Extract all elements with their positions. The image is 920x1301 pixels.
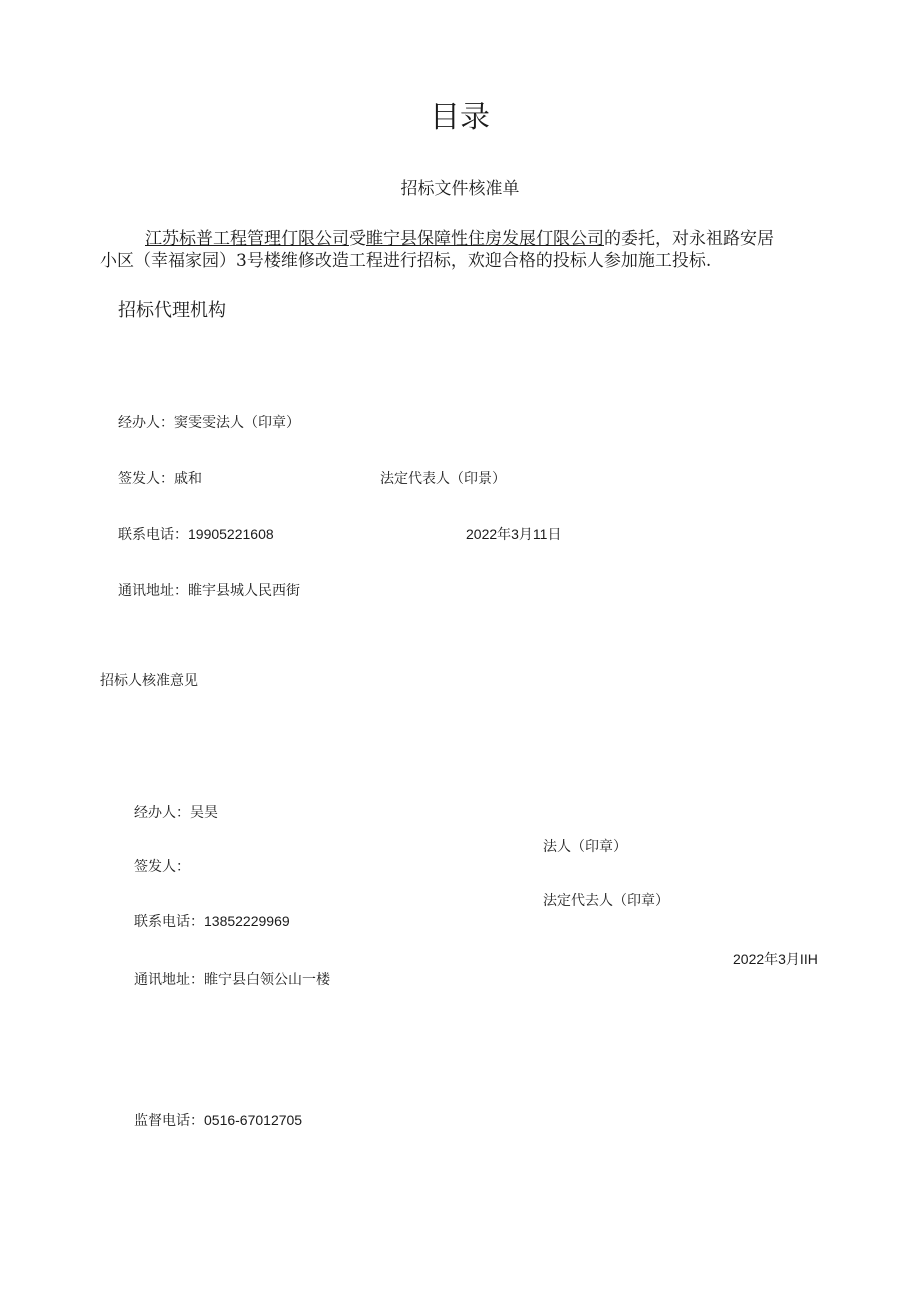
intro-line-1-rest: 的委托，对永祖路安居 bbox=[604, 229, 774, 249]
tenderer-legal-rep: 法定代去人（印章） bbox=[543, 893, 669, 909]
agency-heading: 招标代理机构 bbox=[118, 300, 226, 321]
agency-issuer: 签发人：戚和 bbox=[118, 471, 202, 487]
agency-date: 2022年3月11日 bbox=[466, 526, 562, 542]
agency-phone-label: 联系电话： bbox=[118, 527, 188, 543]
tenderer-phone bbox=[134, 911, 290, 931]
agent-company-name: 江苏标普工程管理仃限公司 bbox=[145, 229, 349, 249]
tenderer-legal-seal: 法人（印章） bbox=[543, 839, 627, 855]
tenderer-heading: 招标人核准意见 bbox=[100, 673, 198, 689]
tenderer-phone-label: 联系电话： bbox=[134, 914, 204, 930]
tenderer-date: 2022年3月IIH bbox=[733, 951, 818, 967]
agency-address: 通讯地址：睢宇县城人民西街 bbox=[118, 583, 300, 599]
agency-handler: 经办人：窦雯雯法人（印章） bbox=[118, 415, 300, 431]
supervision-phone-label: 监督电话： bbox=[134, 1113, 204, 1129]
intro-received: 受 bbox=[349, 229, 366, 249]
agency-phone-number: 19905221608 bbox=[188, 526, 274, 542]
tenderer-handler: 经办人：吴昊 bbox=[134, 805, 218, 821]
intro-line-2: 小区（幸福家园）3号楼维修改造工程进行招标，欢迎合格的投标人参加施工投标. bbox=[100, 251, 712, 271]
tenderer-address: 通讯地址：睢宁县白领公山一楼 bbox=[134, 972, 330, 988]
tenderer-phone-number: 13852229969 bbox=[204, 913, 290, 929]
document-subtitle: 招标文件核准单 bbox=[400, 179, 520, 199]
page-title: 目录 bbox=[430, 100, 490, 135]
tenderer-issuer: 签发人： bbox=[134, 859, 190, 875]
supervision-phone bbox=[134, 1110, 302, 1130]
client-company-name: 睢宁县保障性住房发展仃限公司 bbox=[366, 229, 604, 249]
supervision-phone-number: 0516-67012705 bbox=[204, 1112, 303, 1128]
agency-phone bbox=[118, 524, 274, 544]
agency-legal-rep: 法定代表人（印景） bbox=[380, 471, 506, 487]
